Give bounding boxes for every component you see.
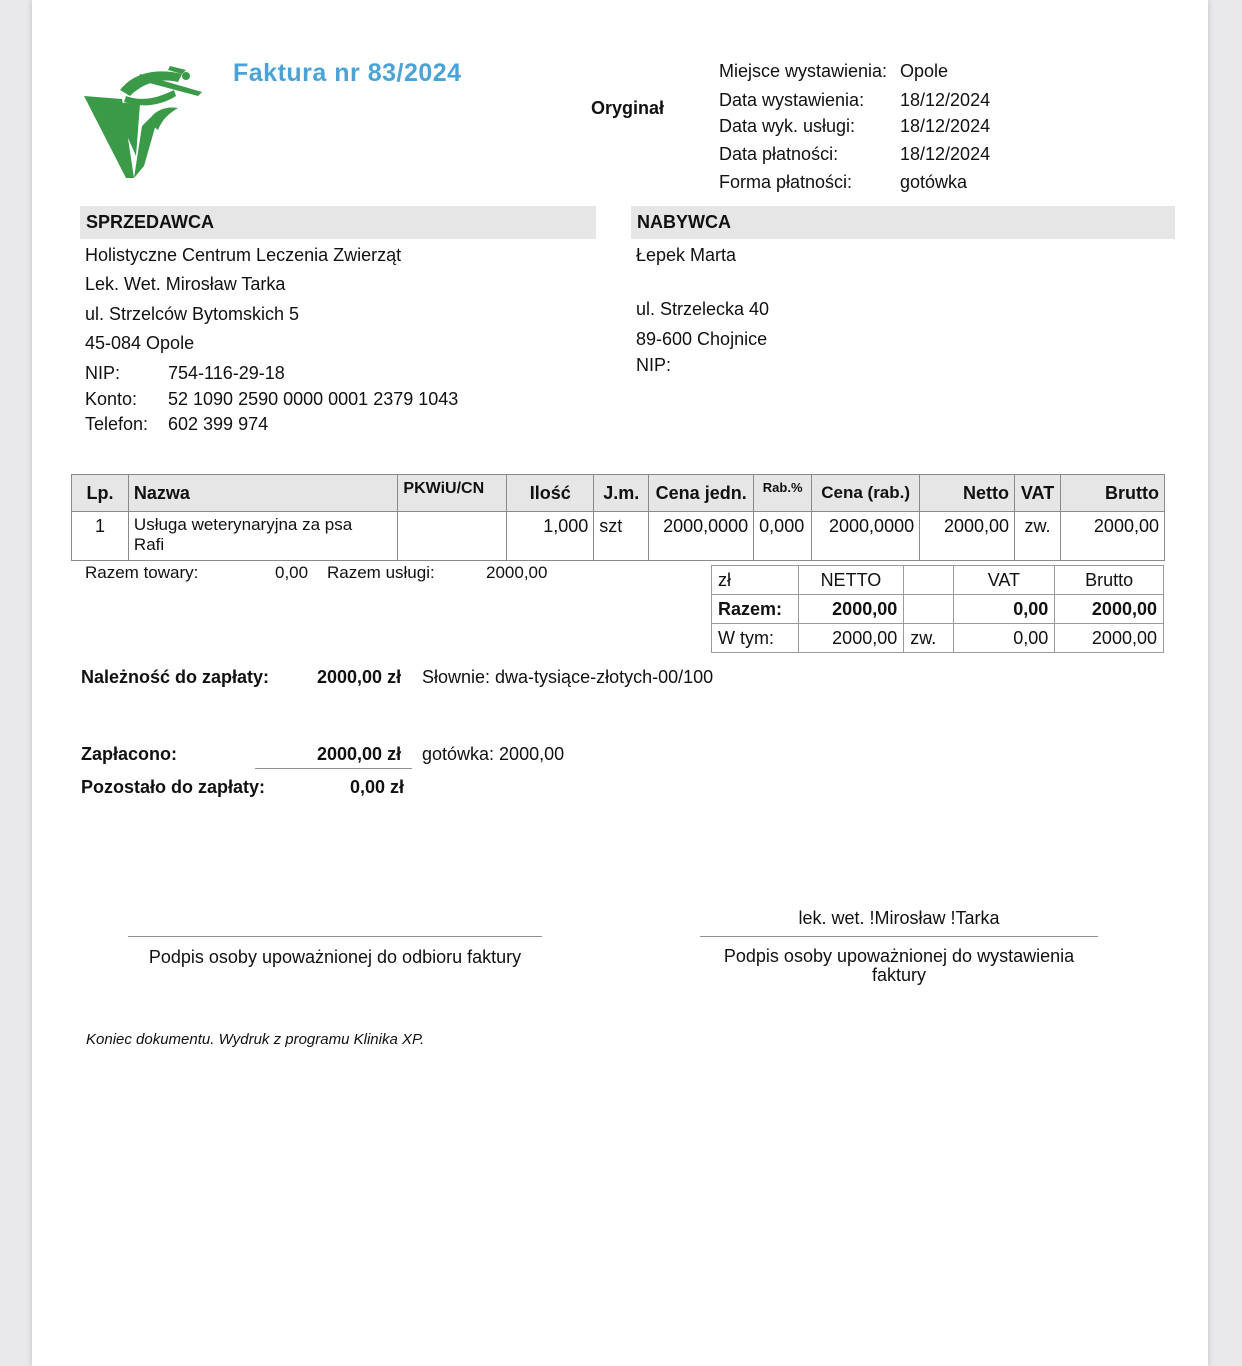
services-total-value: 2000,00	[486, 563, 548, 582]
seller-phone-label: Telefon:	[85, 414, 149, 434]
col-name: Nazwa	[128, 475, 397, 512]
clinic-logo-icon	[82, 66, 206, 180]
seller-phone-value: 602 399 974	[168, 414, 269, 434]
buyer-header	[631, 206, 1175, 239]
cell-vat: zw.	[1015, 512, 1061, 561]
col-gross: Brutto	[1061, 475, 1165, 512]
sum-total-net: 2000,00	[798, 595, 904, 624]
payment-form-label: Forma płatności:	[719, 172, 853, 192]
summary-total-row	[712, 595, 1164, 624]
copy-label: Oryginał	[591, 98, 665, 118]
sum-incl-vat: 0,00	[953, 624, 1055, 653]
items-header-row	[72, 475, 1165, 512]
col-vat: VAT	[1015, 475, 1061, 512]
cell-qty: 1,000	[507, 512, 594, 561]
sum-incl-rate: zw.	[904, 624, 953, 653]
seller-nip-value: 754-116-29-18	[168, 363, 285, 383]
payment-form-value: gotówka	[900, 172, 968, 192]
remaining-value: 0,00 zł	[350, 777, 405, 797]
service-date-label: Data wyk. usługi:	[719, 116, 856, 136]
seller-city: 45-084 Opole	[85, 333, 195, 353]
sum-incl-gross: 2000,00	[1055, 624, 1164, 653]
invoice-page	[32, 0, 1208, 1366]
goods-total-label: Razem towary:	[85, 563, 199, 582]
sum-h-net: NETTO	[798, 566, 904, 595]
buyer-header-label: NABYWCA	[637, 212, 731, 232]
sum-h-gross: Brutto	[1055, 566, 1164, 595]
cell-gross: 2000,00	[1061, 512, 1165, 561]
paid-value: 2000,00 zł	[317, 744, 402, 764]
col-pkwiu: PKWiU/CN	[398, 475, 507, 512]
summary-header-row	[712, 566, 1164, 595]
cell-unit-price: 2000,0000	[649, 512, 754, 561]
seller-name: Holistyczne Centrum Leczenia Zwierząt	[85, 245, 402, 265]
sum-h-currency: zł	[712, 566, 799, 595]
seller-person: Lek. Wet. Mirosław Tarka	[85, 274, 286, 294]
col-qty: Ilość	[507, 475, 594, 512]
buyer-nip-label: NIP:	[636, 355, 672, 375]
paid-detail: gotówka: 2000,00	[422, 744, 565, 764]
sum-total-vat: 0,00	[953, 595, 1055, 624]
footer-note: Koniec dokumentu. Wydruk z programu Klinika XP.	[86, 1031, 425, 1048]
paid-label: Zapłacono:	[81, 744, 178, 764]
seller-nip-label: NIP:	[85, 363, 121, 383]
sum-total-rate	[904, 595, 953, 624]
seller-account-label: Konto:	[85, 389, 138, 409]
col-unit: J.m.	[594, 475, 649, 512]
issuer-name: lek. wet. !Mirosław !Tarka	[798, 908, 1000, 928]
seller-account-value: 52 1090 2590 0000 0001 2379 1043	[168, 389, 459, 409]
issuer-signature-caption: Podpis osoby upoważnionej do wystawienia faktury	[723, 946, 1075, 985]
cell-lp: 1	[72, 512, 129, 561]
cell-pkwiu	[398, 512, 507, 561]
seller-street: ul. Strzelców Bytomskich 5	[85, 304, 300, 324]
receiver-signature-line	[128, 936, 542, 937]
col-price-disc: Cena (rab.)	[812, 475, 920, 512]
remaining-label: Pozostało do zapłaty:	[81, 777, 266, 797]
amount-due-label: Należność do zapłaty:	[81, 667, 270, 687]
buyer-city: 89-600 Chojnice	[636, 329, 768, 349]
summary-incl-row	[712, 624, 1164, 653]
payment-date-value: 18/12/2024	[900, 144, 991, 164]
invoice-title: Faktura nr 83/2024	[233, 59, 462, 87]
issue-date-label: Data wystawienia:	[719, 90, 865, 110]
sum-incl-label: W tym:	[712, 624, 799, 653]
buyer-street: ul. Strzelecka 40	[636, 299, 770, 319]
cell-discount: 0,000	[754, 512, 812, 561]
issue-date-value: 18/12/2024	[900, 90, 991, 110]
sum-total-gross: 2000,00	[1055, 595, 1164, 624]
paid-underline	[255, 768, 412, 769]
col-lp: Lp.	[72, 475, 129, 512]
service-date-value: 18/12/2024	[900, 116, 991, 136]
receiver-signature-caption: Podpis osoby upoważnionej do odbioru faktury	[148, 947, 522, 967]
cell-name	[128, 512, 397, 561]
buyer-name: Łepek Marta	[636, 245, 737, 265]
cell-name-line1: Usługa weterynaryjna za psa	[133, 515, 353, 534]
sum-h-rate	[904, 566, 953, 595]
col-net: Netto	[920, 475, 1015, 512]
cell-net: 2000,00	[920, 512, 1015, 561]
goods-total-value: 0,00	[275, 563, 309, 582]
issuer-signature-line	[700, 936, 1098, 937]
services-total-label: Razem usługi:	[327, 563, 435, 582]
cell-unit: szt	[594, 512, 649, 561]
amount-due-value: 2000,00 zł	[317, 667, 402, 687]
amount-in-words: Słownie: dwa-tysiące-złotych-00/100	[422, 667, 714, 687]
sum-total-label: Razem:	[712, 595, 799, 624]
place-value: Opole	[900, 61, 949, 81]
vat-summary-table	[711, 565, 1164, 653]
items-table	[71, 474, 1165, 561]
seller-header	[80, 206, 596, 239]
seller-header-label: SPRZEDAWCA	[86, 212, 215, 232]
sum-h-vat: VAT	[953, 566, 1055, 595]
cell-name-line2: Rafi	[133, 535, 165, 554]
sum-incl-net: 2000,00	[798, 624, 904, 653]
place-label: Miejsce wystawienia:	[719, 61, 888, 81]
col-unit-price: Cena jedn.	[649, 475, 754, 512]
col-discount: Rab.%	[754, 475, 812, 512]
cell-price-disc: 2000,0000	[812, 512, 920, 561]
payment-date-label: Data płatności:	[719, 144, 839, 164]
table-row	[72, 512, 1165, 561]
